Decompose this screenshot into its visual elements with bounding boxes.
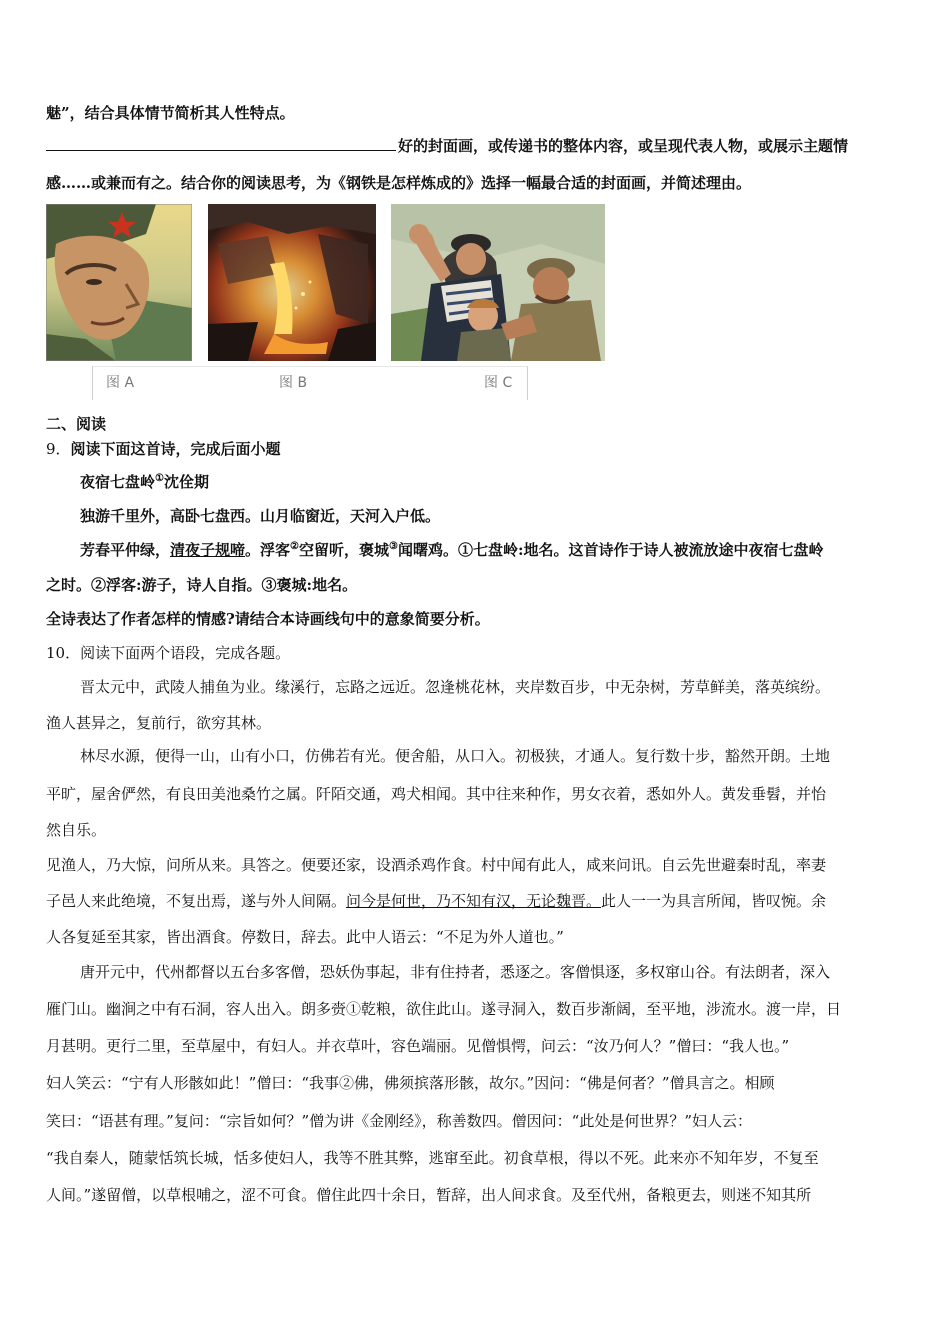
passage-4-line-6: “我自秦人，随蒙恬筑长城，恬多使妇人，我等不胜其弊，逃窜至此。初食草根，得以不死。此来亦不知年岁，不复至 [46,1149,819,1167]
figure-a-caption: 图 A [106,375,135,391]
answer-blank [46,136,396,151]
q9-question: 全诗表达了作者怎样的情感?请结合本诗画线句中的意象简要分析。 [46,610,490,628]
passage-3-line-2 [46,891,906,911]
cover-figure-a [46,204,192,361]
q10-number: 10． [46,644,81,662]
poem-author: 沈佺期 [163,473,209,491]
passage-2-line-1: 林尽水源，便得一山，山有小口，仿佛若有光。便舍船，从口入。初极狭，才通人。复行数十步，豁然开朗。土地 [80,747,831,765]
footnote-mark-3: ③ [389,541,398,552]
passage-2-line-3: 然自乐。 [46,821,107,839]
poem-title-line [80,472,906,492]
passage-1-line-1: 晋太元中，武陵人捕鱼为业。缘溪行，忘路之远近。忽逢桃花林，夹岸数百步，中无杂树，芳草鲜美，落英缤纷。 [80,678,831,696]
cover-figure-c [391,204,605,361]
poem-title: 夜宿七盘岭 [80,473,156,491]
passage-3-line-2-part-b: 此人一一为具言所闻，皆叹惋。余 [601,892,827,910]
passage-3-line-3: 人各复延至其家，皆出酒食。停数日，辞去。此中人语云：“不足为外人道也。” [46,928,564,946]
figure-caption-row [92,366,528,400]
q10-instruction-line [46,643,906,663]
poem-line-2-part-d: 闻曙鸡。①七盘岭:地名。这首诗作于诗人被流放途中夜宿七盘岭 [398,541,824,559]
passage-1-line-2: 渔人甚异之，复前行，欲穷其林。 [46,714,272,732]
poem-line-1: 独游千里外，高卧七盘西。山月临窗近，天河入户低。 [80,507,441,525]
q8-line-2-text: 好的封面画，或传递书的整体内容，或呈现代表人物，或展示主题情 [398,137,849,155]
q8-line-3: 感……或兼而有之。结合你的阅读思考，为《钢铁是怎样炼成的》选择一幅最合适的封面画，并简述理由。 [46,174,752,192]
figure-c-caption: 图 C [484,375,513,391]
q10-instruction: 阅读下面两个语段，完成各题。 [80,644,291,662]
poem-line-2-part-a: 芳春平仲绿， [80,541,171,559]
figure-b-caption: 图 B [279,375,308,391]
poem-line-2 [80,540,906,560]
q8-line-1: 魅”，结合具体情节简析其人性特点。 [46,104,295,122]
footnote-mark-2: ② [290,541,300,552]
passage-2-line-2: 平旷，屋舍俨然，有良田美池桑竹之属。阡陌交通，鸡犬相闻。其中往来种作，男女衣着，悉如外人。黄发垂髫，并怡 [46,785,827,803]
passage-4-line-2: 雁门山。幽涧之中有石洞，容人出入。朗多赍①乾粮，欲住此山。遂寻洞入，数百步渐阔，至平地，涉流水。渡一岸，日 [46,1000,842,1018]
passage-4-line-4: 妇人笑云：“宁有人形骸如此！”僧曰：“我事②佛，佛须摈落形骸，故尔。”因问：“佛是何者？”僧具言之。相顾 [46,1074,775,1092]
poem-line-2-part-b: 。浮客 [245,541,291,559]
footnote-mark-1: ① [155,473,164,484]
poem-notes: 之时。②浮客:游子，诗人自指。③褒城:地名。 [46,576,358,594]
passage-3-line-1: 见渔人，乃大惊，问所从来。具答之。便要还家，设酒杀鸡作食。村中闻有此人，咸来问讯。自云先世避秦时乱，率妻 [46,856,827,874]
section-heading: 二、阅读 [46,415,107,433]
passage-4-line-3: 月甚明。更行二里，至草屋中，有妇人。并衣草叶，容色端丽。见僧惧愕，问云：“汝乃何人？”僧曰：“我人也。” [46,1037,790,1055]
passage-4-line-5: 笑曰：“语甚有理。”复问：“宗旨如何？”僧为讲《金刚经》，称善数四。僧因问：“此处是何世界？”妇人云： [46,1112,753,1130]
q8-line-2 [46,136,906,156]
passage-3-line-2-part-a: 子邑人来此绝境，不复出焉，遂与外人间隔。 [46,892,347,910]
q9-instruction: 阅读下面这首诗，完成后面小题 [70,440,281,458]
cover-figure-b [208,204,376,361]
passage-4-line-1: 唐开元中，代州都督以五台多客僧，恐妖伪事起，非有住持者，悉逐之。客僧惧逐，多权窜山谷。有法朗者，深入 [80,963,831,981]
underlined-sentence: 问今是何世，乃不知有汉，无论魏晋。 [346,892,602,910]
poem-line-2-part-c: 空留听，褒城 [299,541,390,559]
passage-4-line-7: 人间。”遂留僧，以草根哺之，涩不可食。僧住此四十余日，暂辞，出人间求食。及至代州，备粮更去，则迷不知其所 [46,1186,812,1204]
q9-number: 9． [46,440,71,458]
q9-instruction-line [46,439,906,459]
underlined-verse: 清夜子规啼 [170,541,246,559]
